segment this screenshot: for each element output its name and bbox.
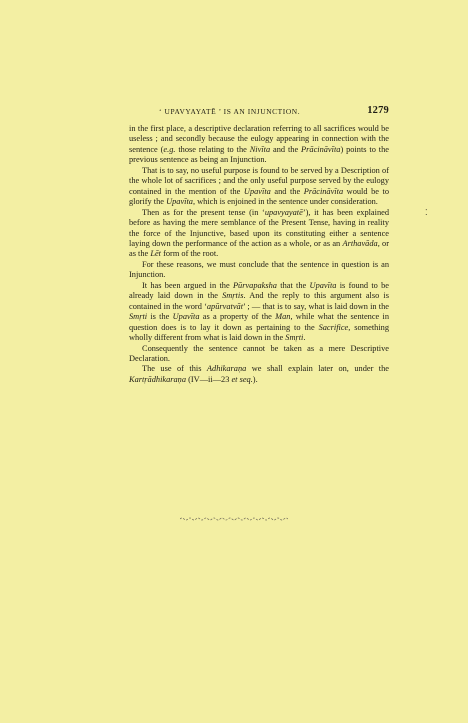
- text-run: would be to glorify the: [129, 186, 390, 207]
- text-run: Consequently the sentence cannot be taken as a mere Descriptive Declaration.: [129, 343, 389, 363]
- text-run: . And the reply to this argument also is contained in the word ‘: [129, 291, 389, 311]
- italic-term: Pūrvapaksha: [232, 280, 277, 290]
- italic-term: Upavīta: [309, 280, 337, 290]
- text-run: Then as for the present tense (in ‘: [142, 207, 265, 217]
- italic-term: et seq.: [231, 374, 253, 384]
- italic-term: Nivīta: [249, 144, 271, 154]
- text-run: .: [303, 333, 306, 343]
- italic-term: Upavīta: [172, 312, 200, 322]
- text-run: ).: [252, 374, 258, 384]
- italic-term: e.g.: [163, 144, 176, 154]
- text-run: , which is enjoined in the sentence under consideration.: [192, 197, 378, 207]
- paragraph: [129, 281, 389, 344]
- text-run: , something wholly different from what is laid down in the: [129, 322, 390, 343]
- italic-term: upavyayatē: [264, 207, 303, 217]
- italic-term: Prācināvīta: [303, 186, 344, 196]
- italic-term: Smṛtis: [222, 291, 244, 301]
- italic-term: Upavīta: [243, 186, 271, 196]
- text-run: that the: [276, 280, 310, 290]
- text-run: It has been argued in the: [142, 280, 233, 290]
- italic-term: Smṛti: [285, 333, 304, 343]
- text-run: as a property of the: [199, 312, 276, 322]
- page-header: [129, 106, 389, 120]
- text-run: is found to be already laid down in the: [129, 280, 389, 301]
- text-run: ’ ; — that is to say, what is laid down in the: [243, 301, 390, 311]
- text-run: in the first place, a descriptive declaration referring to all sacrifices would be useless ; and secondly because the eulogy appearing in connection with the sentence (: [129, 124, 389, 154]
- italic-term: Lēt: [150, 249, 161, 259]
- text-run: , or as the: [129, 238, 389, 259]
- italic-term: Sacrifice: [318, 322, 349, 332]
- paragraph: [129, 344, 389, 365]
- text-run: For these reasons, we must conclude that the sentence in question is an Injunction.: [129, 259, 389, 280]
- italic-term: Man: [275, 312, 291, 322]
- paragraph: [129, 364, 389, 385]
- text-run: , while what the sentence in question does is to lay it down as pertaining to the: [129, 312, 389, 332]
- italic-term: Adhikaraṇa: [206, 364, 247, 374]
- paragraph: [129, 208, 389, 260]
- text-run: (IV—ii—23: [186, 374, 232, 384]
- running-title: ‘ UPAVYAYATĒ ’ IS AN INJUNCTION.: [159, 107, 301, 116]
- italic-term: Upavīta: [166, 197, 193, 207]
- italic-term: Kartṛādhikaraṇa: [129, 374, 187, 384]
- text-run: ) points to the previous sentence as being an Injunction.: [129, 144, 389, 165]
- end-ornament: [180, 515, 288, 523]
- paragraph: [129, 124, 389, 166]
- text-run: we shall explain later on, under the: [246, 364, 389, 374]
- italic-term: Smṛti: [129, 312, 148, 322]
- text-run: and the: [270, 144, 302, 154]
- paragraph: [129, 260, 389, 281]
- text-run: ’), it has been explained before as having the mere semblance of the Present Tense, having in reality the force of the Injunctive, based upon its constituting either a sentence laying down the performance of the action as a whole, or as an: [129, 207, 389, 248]
- text-run: That is to say, no useful purpose is found to be served by a Description of the whole lot of sacrifices ; and the only useful purpose served by the eulogy contained in the mention of the: [129, 165, 389, 196]
- text-run: The use of this: [142, 364, 207, 374]
- italic-term: apūrvatvāt: [206, 301, 244, 311]
- margin-mark: ⁚: [425, 208, 428, 217]
- text-run: form of the root.: [161, 249, 219, 259]
- paragraph: [129, 166, 389, 208]
- page-number: 1279: [367, 105, 389, 116]
- text-run: those relating to the: [175, 144, 250, 154]
- body-text: [129, 124, 389, 385]
- text-run: and the: [270, 186, 304, 196]
- italic-term: Prācināvīta: [301, 144, 341, 154]
- italic-term: Arthavāda: [342, 238, 378, 248]
- text-run: is the: [147, 312, 173, 322]
